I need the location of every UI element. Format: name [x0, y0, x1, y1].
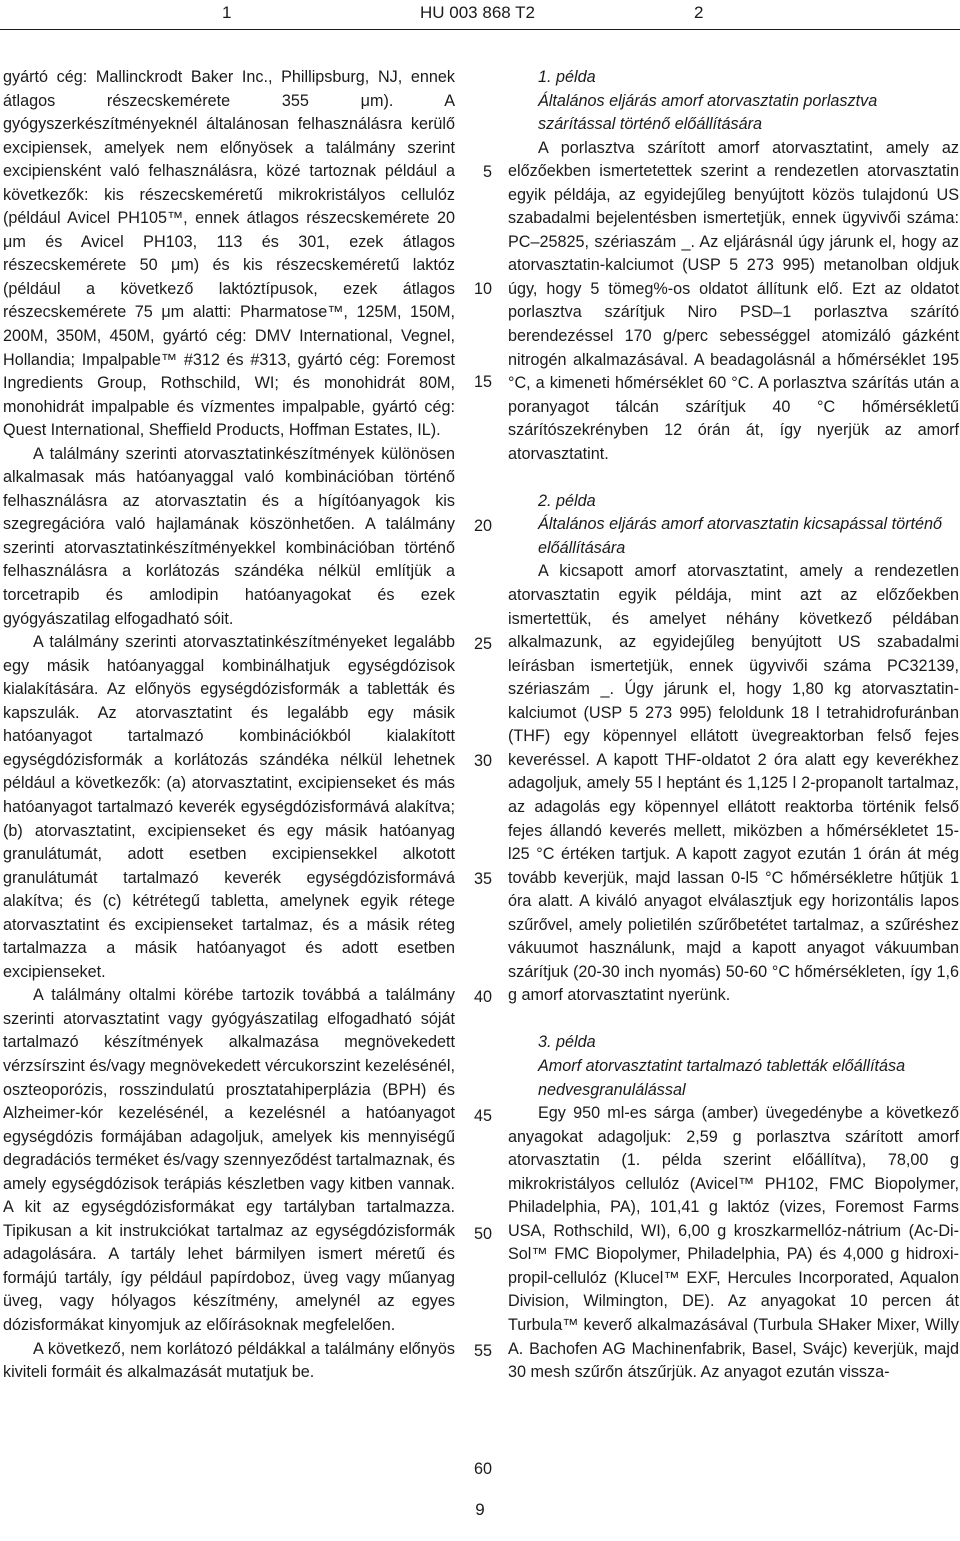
- line-number-20: 20: [473, 517, 492, 535]
- example-1-subtitle: Általános eljárás amorf atorvasztatin porlasztva szárítással történő előállítására: [538, 91, 878, 134]
- left-paragraph-3: A találmány szerinti atorvasztatinkészítményeket legalább egy másik hatóanyaggal kombinálhatjuk egységdózisok kialakítására. Az előnyös egységdózisformák a tabletták és kapszulák. Az atorvasztatint és legalább egy másik hatóanyagot tartalmazó kombinációkból kialakított egységdózisformák a korlátozás szándéka nélkül lehetnek például a következők: (a) atorvasztatint, excipienseket és más hatóanyagot tartalmazó keverék egységdózisformává alakítva; (b) atorvasztatint, excipienseket és egy másik hatóanyag granulátumát, adott esetben excipiensekkel alkotott granulátumát tartalmazó keverék egységdózisformává alakítva; és (c) kétrétegű tabletta, amelynek egyik rétege atorvasztatint és excipienseket tartalmaz, és a másik réteg tartalmazza a másik hatóanyagot és adott esetben excipienseket.: [3, 633, 455, 981]
- line-number-25: 25: [473, 635, 492, 653]
- left-paragraph-4: A találmány oltalmi körébe tartozik továbbá a találmány szerinti atorvasztatint vagy gyógyászatilag elfogadható sóját tartalmazó készítmények alkalmazása megnövekedett vérzsírszint és/vagy megnövekedett vércukorszint kezelésénél, oszteoporózis, rosszindulatú prosztatahiperplázia (BPH) és Alzheimer-kór kezelésénél, a kezelésnél a hatóanyagot egységdózis formájában adagoljuk, amelyek kis mennyiségű degradációs terméket és/vagy szennyeződést tartalmaznak, és amely egységdózisok terápiás készletben vagy kitben vannak. A kit az egységdózisformákat egy tartályban tartalmazza. Tipikusan a kit instrukciókat tartalmaz az egységdózisformák adagolására. A tartály lehet bármilyen ismert méretű és formájú tartály, így például papírdoboz, üveg vagy műanyag üveg, vagy hólyagos készítmény, amelynél az egyes dózisformákat kinyomjuk az előírásoknak megfelelően.: [3, 986, 455, 1334]
- line-number-10: 10: [473, 280, 492, 298]
- example-1-title: 1. példa: [538, 68, 596, 86]
- line-number-40: 40: [473, 988, 492, 1006]
- example-1-text: A porlasztva szárított amorf atorvasztatint, amely az előzőekben ismertetettek szerint a rendezetlen atorvasztatin egyik példája, az egyidejűleg benyújtott közös tulajdonú US szabadalmi bejelentésben ismertetjük, ennek ügyvivői száma: PC–25825, szériaszám _. Az eljárásnál úgy járunk el, hogy az atorvasztatin-kalciumot (USP 5 273 995) metanolban oldjuk úgy, hogy 5 tömeg%-os oldatot állítunk elő. Ezt az oldatot porlasztva szárítjuk Niro PSD–1 porlasztva szárító berendezéssel 170 g/perc sebességgel atomizáló gázként nitrogén alkalmazásával. A beadagolásnál a hőmérséklet 195 °C, a kimeneti hőmérséklet 60 °C. A porlasztva szárítás után a poranyagot tálcán szárítjuk 40 °C hőmérsékletű szárítószekrényben 12 órán át, így nyerjük az amorf atorvasztatint.: [508, 138, 959, 463]
- line-number-60: 60: [473, 1460, 492, 1478]
- line-number-30: 30: [473, 752, 492, 770]
- line-number-50: 50: [473, 1225, 492, 1243]
- example-3-title: 3. példa: [538, 1033, 596, 1052]
- page-header: [0, 0, 960, 30]
- line-number-15: 15: [473, 373, 492, 391]
- example-3-subtitle: Amorf atorvasztatint tartalmazó tabletták előállítása nedvesgranulálással: [538, 1056, 906, 1099]
- example-3-text: Egy 950 ml-es sárga (amber) üvegedénybe a következő anyagokat adagoljuk: 2,59 g porlasztva szárított amorf atorvasztatin (1. példa szerint előállítva), 78,00 g mikrokristályos cellulóz (Avicel™ PH102, FMC Biopolymer, Philadelphia, PA), 101,41 g laktóz (vizes, Foremost Farms USA, Rothschild, WI), 6,00 g kroszkarmellóz-nátrium (Ac-Di-Sol™ FMC Biopolymer, Philadelphia, PA) és 4,000 g hidroxi-propil-cellulóz (Klucel™ EXF, Hercules Incorporated, Aqualon Division, Wilmington, DE). Az anyagokat 10 percen át Turbula™ keverő alkalmazásával (Turbula SHaker Mixer, Willy A. Bachofen AG Machinenfabrik, Basel, Svájc) keverjük, majd 30 mesh szűrőn átszűrjük. Az anyagot ezután vissza-: [508, 1104, 959, 1382]
- example-2-title: 2. példa: [538, 491, 596, 510]
- example-2-text: A kicsapott amorf atorvasztatint, amely a rendezetlen atorvasztatin egyik példája, mint azt az előzőekben ismertettük, és amelyet néhány következő példában alkalmazunk, az egyidejűleg benyújtott US szabadalmi leírásban ismertetjük, ennek ügyvivői száma PC32139, szériaszám _. Úgy járunk el, hogy 1,80 kg atorvasztatin-kalciumot (USP 5 273 995) feloldunk 18 l tetrahidrofuránban (THF) egy köpennyel ellátott üvegreaktorban felső fejes keveréssel. A kapott THF-oldatot 2 óra alatt egy keverékhez adagoljuk, amely 55 l heptánt és 1,125 l 2-propanolt tartalmaz, az adagolás egy köpennyel ellátott reaktorba történik felső fejes állandó keverés mellett, miközben a hőmérsékletet 15-l25 °C értéken tartjuk. A kapott zagyot ezután 1 órán át még tovább keverjük, majd lassan 0-l5 °C hőmérsékletre hűtjük 1 óra alatt. A kiváló anyagot elválasztjuk egy horizontális lapos szűrővel, amely polietilén szűrőbetétet tartalmaz, a szűréshez vákuumot használunk, majd a kapott anyagot vákuumban szárítjuk (20-30 inch nyomás) 50-60 °C hőmérsékleten, így 1,6 g amorf atorvasztatint nyerünk.: [508, 562, 959, 1005]
- right-column: [508, 66, 959, 1385]
- left-page-number: 1: [222, 3, 232, 22]
- line-number-45: 45: [473, 1107, 492, 1125]
- left-column: [3, 66, 455, 1385]
- header-rule: [0, 29, 960, 30]
- left-paragraph-1: gyártó cég: Mallinckrodt Baker Inc., Phillipsburg, NJ, ennek átlagos részecskemérete 355 μm). A gyógyszerkészítményeknél általánosan felhasználásra kerülő excipiensek, amelyek nem előnyösek a találmány szerint excipiensként való felhasználásra, közé tartoznak például a következők: kis részecskeméretű mikrokristályos cellulóz (például Avicel PH105™, ennek átlagos részecskemérete 20 μm és Avicel PH103, 113 és 301, ezek átlagos részecskemérete 50 μm) és kis részecskeméretű laktóz (például a következő laktóztípusok, ezek átlagos részecskemérete 75 μm alatti: Pharmatose™, 125M, 150M, 200M, 350M, 450M, gyártó cég: DMV International, Vegnel, Hollandia; Impalpable™ #312 és #313, gyártó cég: Foremost Ingredients Group, Rothschild, WI; és monohidrát 80M, monohidrát impalpable és vízmentes impalpable, gyártó cég: Quest International, Sheffield Products, Hoffman Estates, IL).: [3, 68, 455, 440]
- left-paragraph-2: A találmány szerinti atorvasztatinkészítmények különösen alkalmasak más hatóanyaggal való kombinációban történő felhasználásra az atorvasztatin és a hígítóanyagok kis szegregációra való hajlamának köszönhetően. A találmány szerinti atorvasztatinkészítményekkel kombinációban történő felhasználásra a korlátozás szándéka nélkül említjük a torcetrapib és amlodipin hatóanyagokat és ezek gyógyászatilag elfogadható sóit.: [3, 444, 455, 628]
- line-number-55: 55: [473, 1342, 492, 1360]
- example-2-subtitle: Általános eljárás amorf atorvasztatin kicsapással történő előállítására: [538, 515, 942, 557]
- line-number-5: 5: [482, 163, 492, 181]
- page-number: 9: [475, 1500, 485, 1519]
- left-paragraph-5: A következő, nem korlátozó példákkal a találmány előnyös kiviteli formáit és alkalmazását mutatjuk be.: [3, 1339, 455, 1382]
- right-page-number: 2: [694, 3, 704, 22]
- patent-number: HU 003 868 T2: [420, 3, 535, 22]
- line-number-35: 35: [473, 870, 492, 888]
